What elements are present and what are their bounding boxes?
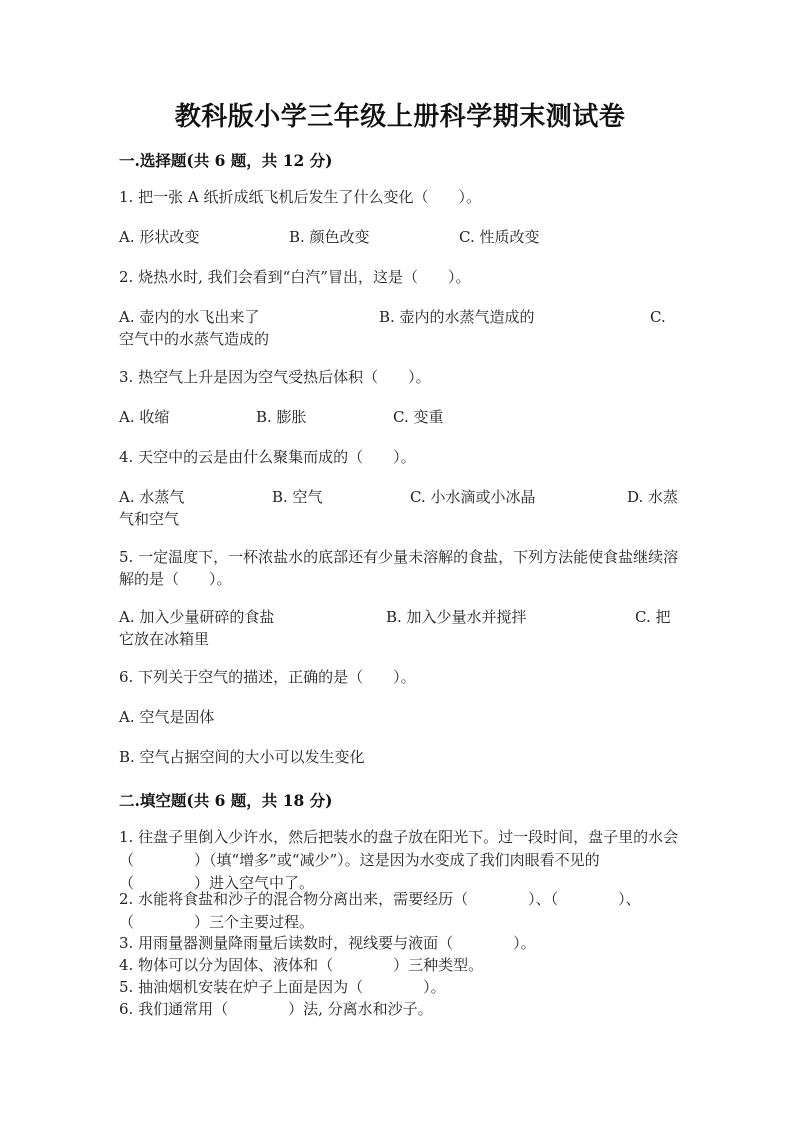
question-1-option-c: C. 性质改变 (459, 228, 540, 246)
question-5-option-b: B. 加入少量水并搅拌 (386, 608, 527, 626)
question-1-option-a: A. 形状改变 (119, 228, 200, 246)
question-4-option-d-continued: 气和空气 (119, 510, 180, 528)
question-6-stem: 6. 下列关于空气的描述，正确的是（ ）。 (119, 668, 416, 686)
question-4-option-d: D. 水蒸 (627, 488, 679, 506)
question-4-option-a: A. 水蒸气 (119, 488, 185, 506)
question-6-option-a: A. 空气是固体 (119, 708, 215, 726)
question-1-option-b: B. 颜色改变 (289, 228, 370, 246)
question-2-stem: 2. 烧热水时, 我们会看到“白汽”冒出，这是（ ）。 (119, 268, 471, 286)
fill-in-item-6: 6. 我们通常用（ ）法, 分离水和沙子。 (119, 1000, 433, 1018)
question-1-stem: 1. 把一张 A 纸折成纸飞机后发生了什么变化（ ）。 (119, 188, 481, 206)
question-4-stem: 4. 天空中的云是由什么聚集而成的（ ）。 (119, 448, 416, 466)
section-heading-fill-in: 二.填空题(共 6 题，共 18 分) (119, 791, 333, 810)
question-5-option-c: C. 把 (635, 608, 671, 626)
fill-in-item-2: 2. 水能将食盐和沙子的混合物分离出来，需要经历（ ）、（ ）、（ ）三个主要过程。 (119, 890, 641, 931)
question-3-option-a: A. 收缩 (119, 408, 170, 426)
question-3-stem: 3. 热空气上升是因为空气受热后体积（ ）。 (119, 368, 431, 386)
section-heading-choice: 一.选择题(共 6 题，共 12 分) (119, 151, 333, 170)
question-5-option-c-continued: 它放在冰箱里 (119, 630, 210, 648)
question-3-option-b: B. 膨胀 (256, 408, 307, 426)
question-5-option-a: A. 加入少量研碎的食盐 (119, 608, 275, 626)
fill-in-item-5: 5. 抽油烟机安装在炉子上面是因为（ ）。 (119, 978, 446, 996)
question-6-option-b: B. 空气占据空间的大小可以发生变化 (119, 748, 365, 766)
fill-in-item-3: 3. 用雨量器测量降雨量后读数时，视线要与液面（ ）。 (119, 934, 536, 952)
question-2-option-c-continued: 空气中的水蒸气造成的 (119, 330, 270, 348)
question-2-option-a: A. 壶内的水飞出来了 (119, 308, 260, 326)
fill-in-item-4: 4. 物体可以分为固体、液体和（ ）三种类型。 (119, 956, 484, 974)
question-3-option-c: C. 变重 (393, 408, 444, 426)
question-2-option-b: B. 壶内的水蒸气造成的 (379, 308, 535, 326)
question-4-option-c: C. 小水滴或小冰晶 (410, 488, 536, 506)
fill-in-item-1: 1. 往盘子里倒入少许水，然后把装水的盘子放在阳光下。过一段时间，盘子里的水会（ ）（填“增多”或“减少”）。这是因为水变成了我们肉眼看不见的（ ）进入空气中了。 (119, 828, 679, 892)
question-5-stem: 5. 一定温度下，一杯浓盐水的底部还有少量未溶解的食盐，下列方法能使食盐继续溶解的是（ ）。 (119, 548, 679, 588)
question-4-option-b: B. 空气 (272, 488, 323, 506)
question-2-option-c: C. (650, 308, 666, 326)
exam-title: 教科版小学三年级上册科学期末测试卷 (174, 102, 626, 132)
